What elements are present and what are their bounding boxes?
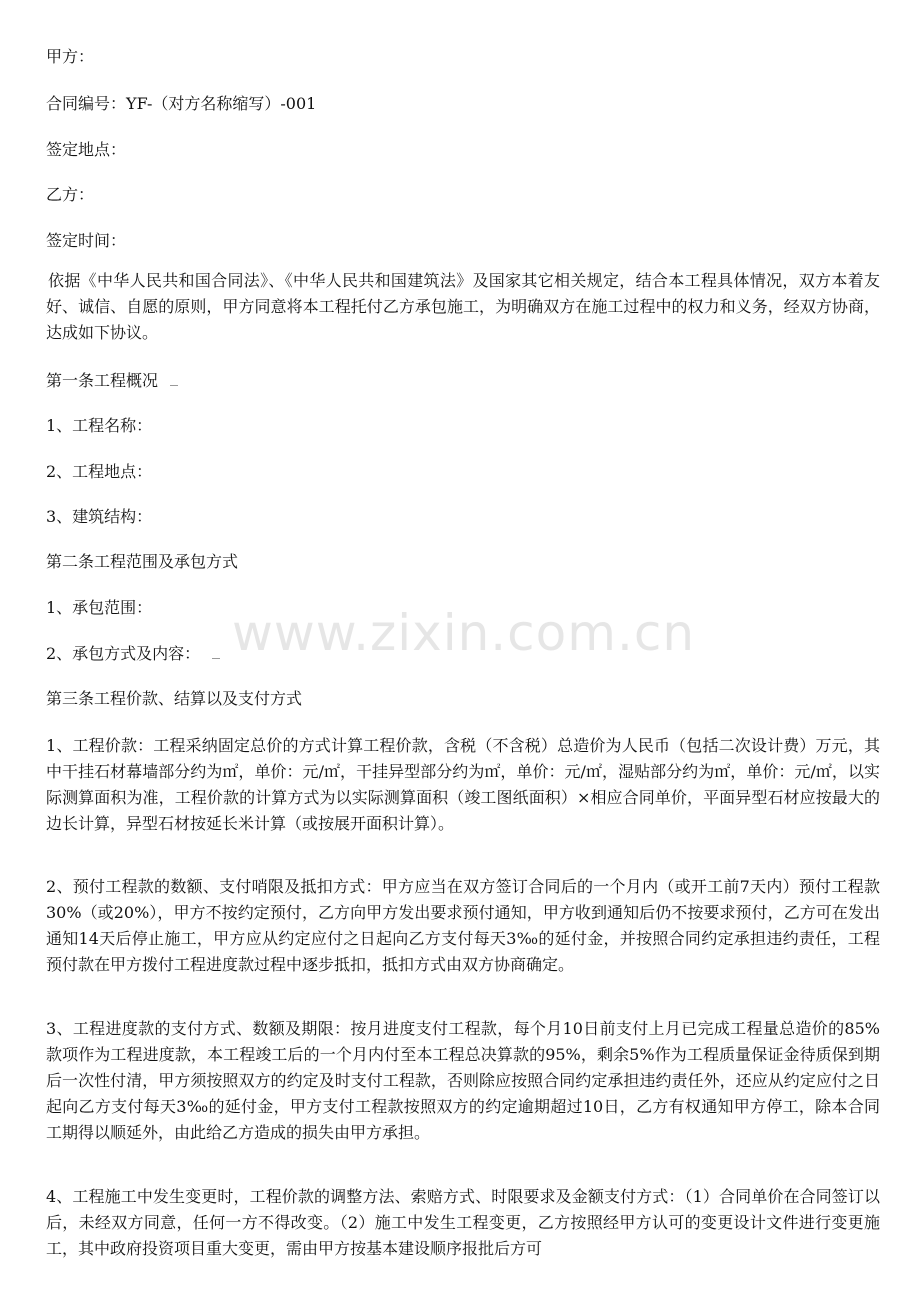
article2-item-scope: 1、承包范围： [46, 598, 153, 617]
article3-paragraph-progress: 3、工程进度款的支付方式、数额及期限：按月进度支付工程款，每个月10日前支付上月已完成工程量总造价的85%款项作为工程进度款，本工程竣工后的一个月内付至本工程总决算款的95%，剩余5%作为工程质量保证金待质保到期后一次性付清，甲方须按照双方的约定及时支付工程款，否则除应按照合同约定承担违约责任外，还应从约定应付之日起向乙方支付每天3‰的延付金，甲方支付工程款按照双方的约定逾期超过10日，乙方有权通知甲方停工，除本合同工期得以顺延外，由此给乙方造成的损失由甲方承担。 [46, 1019, 880, 1142]
article1-heading [46, 369, 178, 393]
preamble-paragraph: 依据《中华人民共和国合同法》、《中华人民共和国建筑法》及国家其它相关规定，结合本工程具体情况，双方本着友好、诚信、自愿的原则，甲方同意将本工程托付乙方承包施工，为明确双方在施工过程中的权力和义务，经双方协商，达成如下协议。 [46, 271, 880, 342]
contract-number-line: 合同编号：YF-（对方名称缩写）-001 [46, 94, 317, 113]
article2-heading: 第二条工程范围及承包方式 [46, 552, 239, 571]
sign-time-line: 签定时间： [46, 231, 127, 250]
article1-item-name: 1、工程名称： [46, 416, 153, 435]
article1-item-location: 2、工程地点： [46, 462, 153, 481]
trailing-mark [170, 385, 178, 386]
party-a-line: 甲方： [46, 47, 95, 66]
article3-paragraph-price: 1、工程价款：工程采纳固定总价的方式计算工程价款，含税（不含税）总造价为人民币（包括二次设计费）万元，其中干挂石材幕墙部分约为㎡，单价：元/㎡，干挂异型部分约为㎡，单价：元/㎡，湿贴部分约为㎡，单价：元/㎡，以实际测算面积为准，工程价款的计算方式为以实际测算面积（竣工图纸面积）×相应合同单价，平面异型石材应按最大的边长计算，异型石材按延长米计算（或按展开面积计算）。 [46, 736, 880, 833]
article1-item-structure: 3、建筑结构： [46, 507, 153, 526]
sign-place-line: 签定地点： [46, 140, 127, 159]
article3-paragraph-advance: 2、预付工程款的数额、支付哨限及抵扣方式：甲方应当在双方签订合同后的一个月内（或开工前7天内）预付工程款30%（或20%），甲方不按约定预付，乙方向甲方发出要求预付通知，甲方收到通知后仍不按要求预付，乙方可在发出通知14天后停止施工，甲方应从约定应付之日起向乙方支付每天3‰的延付金，并按照合同约定承担违约责任，工程预付款在甲方拨付工程进度款过程中逐步抵扣，抵扣方式由双方协商确定。 [46, 877, 880, 974]
article2-item-method-label: 2、承包方式及内容： [46, 644, 201, 663]
article3-heading: 第三条工程价款、结算以及支付方式 [46, 689, 303, 708]
article3-paragraph-changes: 4、工程施工中发生变更时，工程价款的调整方法、索赔方式、时限要求及金额支付方式：（1）合同单价在合同签订以后，未经双方同意，任何一方不得改变。（2）施工中发生工程变更，乙方按照经甲方认可的变更设计文件进行变更施工，其中政府投资项目重大变更，需由甲方按基本建设顺序报批后方可 [46, 1187, 880, 1258]
watermark-text: www.zixin.com.cn [232, 604, 696, 662]
trailing-mark [212, 658, 220, 659]
article1-title: 第一条工程概况 [46, 371, 159, 390]
party-b-line: 乙方： [46, 185, 95, 204]
article2-item-method [46, 642, 220, 666]
